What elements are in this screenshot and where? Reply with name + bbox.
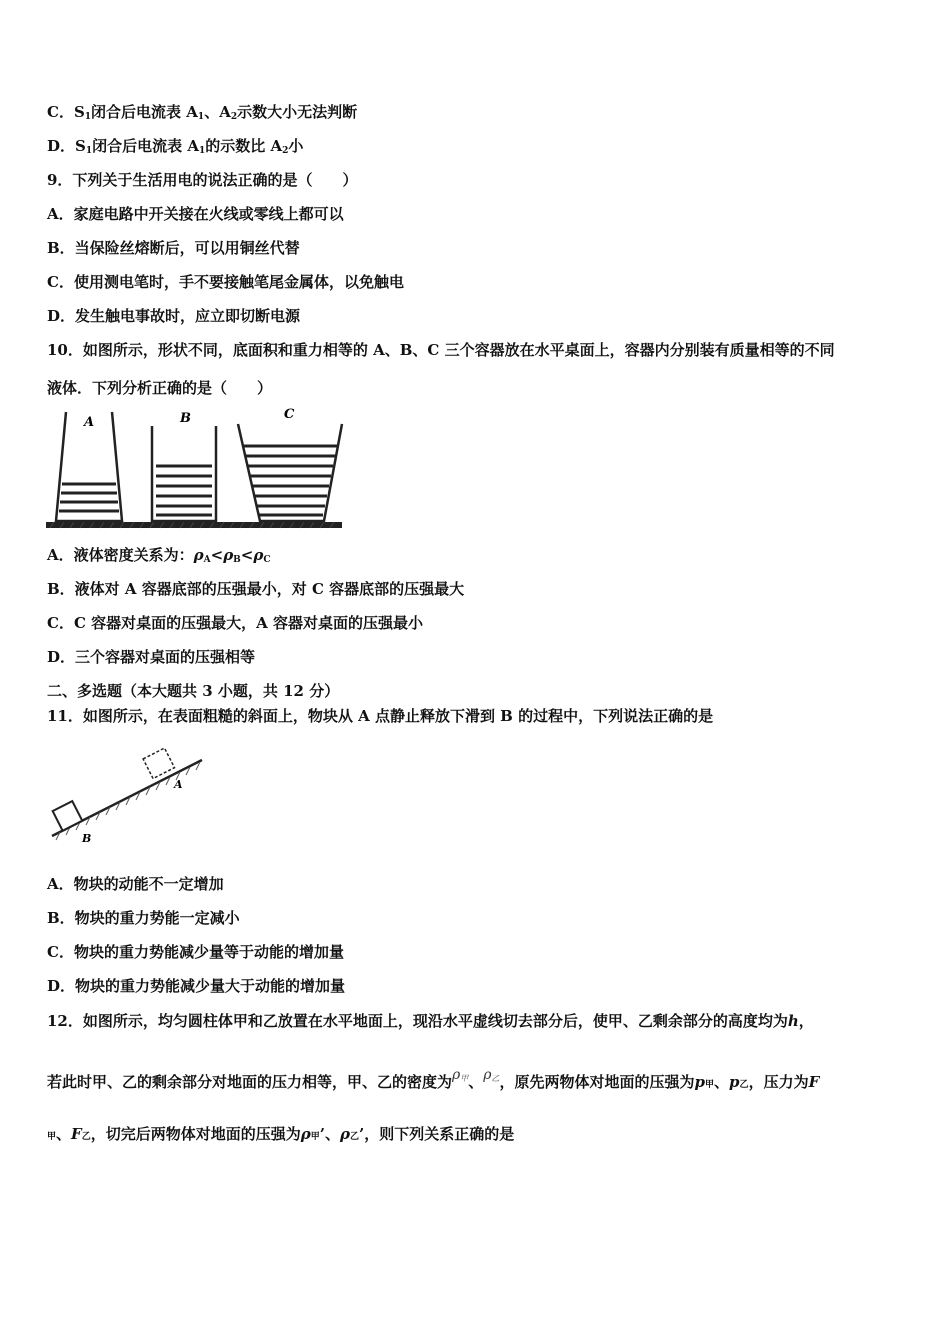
- q11-option-b: B．物块的重力势能一定减小: [47, 909, 240, 927]
- q11-option-c: C．物块的重力势能减少量等于动能的增加量: [47, 943, 344, 961]
- q11-option-d: D．物块的重力势能减少量大于动能的增加量: [47, 977, 346, 995]
- q11-stem: 11．如图所示，在表面粗糙的斜面上，物块从 A 点静止释放下滑到 B 的过程中，下列说法正确的是: [47, 707, 714, 725]
- q9-option-b: B．当保险丝熔断后，可以用铜丝代替: [47, 239, 300, 257]
- q12-stem-line1: 12．如图所示，均匀圆柱体甲和乙放置在水平地面上，现沿水平虚线切去部分后，使甲、乙剩余部分的高度均为h，: [47, 1012, 814, 1030]
- section-heading: 二、多选题（本大题共 3 小题，共 12 分）: [47, 682, 340, 700]
- q10-option-d: D．三个容器对桌面的压强相等: [47, 648, 256, 666]
- q12-stem-line2: 若此时甲、乙的剩余部分对地面的压力相等，甲、乙的密度为$\rho_甲$、$\rho_乙$，原先两物体对地面的压强为p甲、p乙，压力为F: [47, 1067, 820, 1091]
- label-point-a: A: [174, 778, 183, 791]
- incline-hatch: [56, 762, 200, 840]
- label-b: B: [180, 411, 191, 426]
- q8-option-c: C．$S_1$闭合后电流表 $A_1$、$A_2$示数大小无法判断: [47, 103, 358, 122]
- q10-option-a: A．液体密度关系为：$\rho_A<\rho_B<\rho_C$: [47, 546, 271, 565]
- label-a: A: [84, 415, 95, 430]
- q9-option-d: D．发生触电事故时，应立即切断电源: [47, 307, 301, 325]
- block-at-a: [143, 748, 174, 778]
- q10-stem-line2: 液体．下列分析正确的是（ ）: [47, 379, 273, 397]
- q10-containers-figure: [44, 404, 344, 534]
- liquid-a: [59, 484, 119, 511]
- liquid-c: [244, 446, 337, 515]
- label-point-b: B: [82, 832, 92, 845]
- q11-incline-figure: [46, 738, 206, 848]
- q10-stem-line1: 10．如图所示，形状不同，底面积和重力相等的 A、B、C 三个容器放在水平桌面上，容器内分别装有质量相等的不同: [47, 341, 835, 359]
- label-c: C: [284, 407, 295, 422]
- q9-option-c: C．使用测电笔时，手不要接触笔尾金属体，以免触电: [47, 273, 404, 291]
- q8-option-d: D．$S_1$闭合后电流表 $A_1$的示数比 $A_2$小: [47, 137, 304, 156]
- q12-stem-line3: 甲、F乙，切完后两物体对地面的压强为ρ甲’、ρ乙’，则下列关系正确的是: [47, 1125, 515, 1143]
- q9-option-a: A．家庭电路中开关接在火线或零线上都可以: [47, 205, 344, 223]
- q9-stem: 9．下列关于生活用电的说法正确的是（ ）: [47, 171, 358, 189]
- liquid-b: [156, 466, 212, 515]
- q10-option-c: C．C 容器对桌面的压强最大，A 容器对桌面的压强最小: [47, 614, 423, 632]
- q10-option-b: B．液体对 A 容器底部的压强最小，对 C 容器底部的压强最大: [47, 580, 465, 598]
- q11-option-a: A．物块的动能不一定增加: [47, 875, 224, 893]
